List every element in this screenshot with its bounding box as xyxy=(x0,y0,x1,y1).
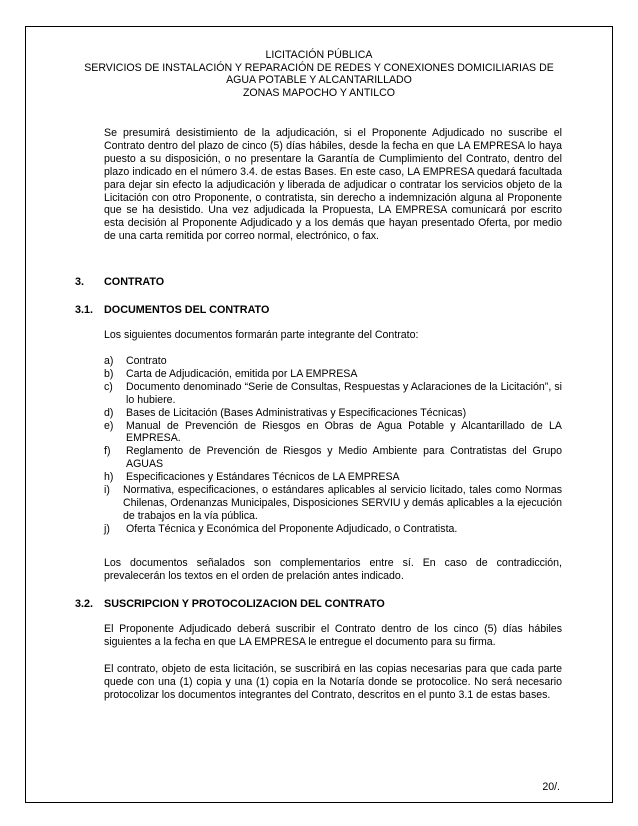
section-3-2-paragraph-1: El Proponente Adjudicado deberá suscribir el Contrato dentro de los cinco (5) días hábiles siguientes a la fecha en que LA EMPRESA le entregue el documento para su firma. xyxy=(104,623,562,648)
section-3-2-number: 3.2. xyxy=(75,598,94,610)
header-line-3: AGUA POTABLE Y ALCANTARILLADO xyxy=(226,74,412,87)
list-item xyxy=(104,355,562,368)
list-marker: b) xyxy=(104,367,114,380)
contract-documents-list xyxy=(104,355,562,536)
list-item-text: Oferta Técnica y Económica del Proponente Adjudicado, o Contratista. xyxy=(126,522,458,535)
list-item xyxy=(104,445,562,471)
section-3-number: 3. xyxy=(75,276,85,288)
list-marker: i) xyxy=(104,484,110,497)
header-line-1: LICITACIÓN PÚBLICA xyxy=(265,49,373,61)
page-number: 20/. xyxy=(542,781,560,793)
list-marker: j) xyxy=(104,522,110,535)
list-item-text: Especificaciones y Estándares Técnicos de LA EMPRESA xyxy=(126,471,400,484)
list-item-text: Contrato xyxy=(126,355,167,367)
list-item-text: Reglamento de Prevención de Riesgos y Medio Ambiente para Contratistas del Grupo AGUAS xyxy=(126,445,562,471)
list-item xyxy=(104,420,562,446)
list-item-text: Manual de Prevención de Riesgos en Obras de Agua Potable y Alcantarillado de LA EMPRESA. xyxy=(126,419,562,445)
section-3-2-paragraph-2: El contrato, objeto de esta licitación, se suscribirá en las copias necesarias para que cada parte quede con una (1) copia y una (1) copia en la Notaría donde se protocolice. No será necesario protocolizar los documentos integrantes del Contrato, descritos en el punto 3.1 de estas bases. xyxy=(104,663,562,701)
list-item xyxy=(104,381,562,407)
list-marker: e) xyxy=(104,419,114,432)
section-3-1-closing: Los documentos señalados son complementarios entre sí. En caso de contradicción, prevalecerán los textos en el orden de prelación antes indicado. xyxy=(104,557,562,582)
intro-paragraph: Se presumirá desistimiento de la adjudicación, si el Proponente Adjudicado no suscribe el Contrato dentro del plazo de cinco (5) días hábiles, desde la fecha en que LA EMPRESA lo haya puesto a su disposición, o no presentare la Garantía de Cumplimiento del Contrato, dentro del plazo indicado en el número 3.4. de estas Bases. En este caso, LA EMPRESA quedará facultada para dejar sin efecto la adjudicación y liberada de adjudicar o contratar los servicios objeto de la Licitación con otro Proponente, o contratista, sin derecho a indemnización alguna al Proponente que se ha desistido. Una vez adjudicada la Propuesta, LA EMPRESA comunicará por escrito esta decisión al Proponente Adjudicado y a los demás que hayan presentado Oferta, por medio de una carta remitida por correo normal, electrónico, o fax. xyxy=(104,127,562,243)
list-item xyxy=(104,368,562,381)
list-marker: f) xyxy=(104,445,111,458)
header-line-2: SERVICIOS DE INSTALACIÓN Y REPARACIÓN DE REDES Y CONEXIONES DOMICILIARIAS DE xyxy=(84,61,554,74)
list-item xyxy=(104,471,562,484)
list-marker: c) xyxy=(104,380,113,393)
list-marker: d) xyxy=(104,406,114,419)
document-header xyxy=(50,49,588,99)
section-3-title: CONTRATO xyxy=(104,276,165,288)
header-line-4: ZONAS MAPOCHO Y ANTILCO xyxy=(242,86,396,99)
list-item-text: Carta de Adjudicación, emitida por LA EMPRESA xyxy=(126,367,358,380)
list-item-text: Documento denominado “Serie de Consultas, Respuestas y Aclaraciones de la Licitación”, si lo hubiere. xyxy=(126,380,562,406)
list-marker: h) xyxy=(104,471,114,484)
list-item xyxy=(104,484,562,523)
list-marker: a) xyxy=(104,355,114,367)
section-3-1-lead: Los siguientes documentos formarán parte integrante del Contrato: xyxy=(104,329,419,341)
list-item xyxy=(104,407,562,420)
section-3-1-title: DOCUMENTOS DEL CONTRATO xyxy=(104,304,270,316)
section-3-2-title: SUSCRIPCION Y PROTOCOLIZACION DEL CONTRATO xyxy=(104,598,385,610)
list-item-text: Normativa, especificaciones, o estándares aplicables al servicio licitado, tales como Normas Chilenas, Ordenanzas Municipales, Disposiciones SERVIU y demás aplicables a la ejecución de trabajos en la vía pública. xyxy=(123,484,562,522)
list-item-text: Bases de Licitación (Bases Administrativas y Especificaciones Técnicas) xyxy=(126,406,467,419)
list-item xyxy=(104,523,562,536)
section-3-1-number: 3.1. xyxy=(75,304,94,316)
